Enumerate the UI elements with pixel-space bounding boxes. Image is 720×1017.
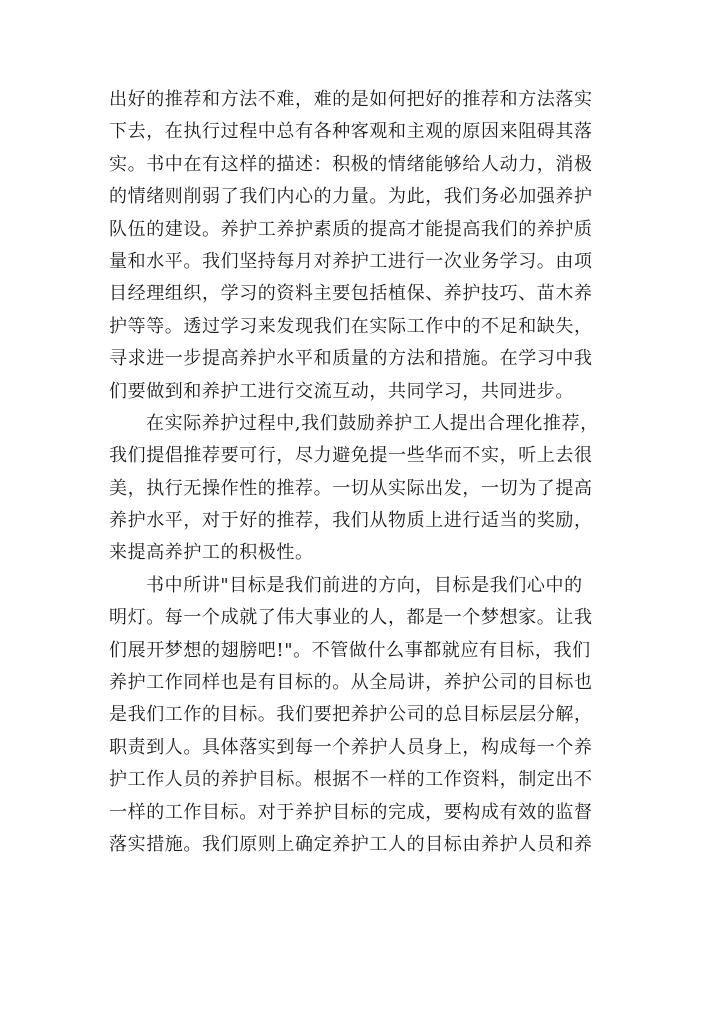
text-line: 实。书中在有这样的描述：积极的情绪能够给人动力，消极 — [109, 153, 593, 175]
text-line: 养护工作同样也是有目标的。从全局讲，养护公司的目标也 — [109, 672, 593, 694]
text-line: 落实措施。我们原则上确定养护工人的目标由养护人员和养 — [109, 833, 593, 855]
paragraph — [109, 84, 621, 408]
text-line: 目经理组织，学习的资料主要包括植保、养护技巧、苗木养 — [109, 283, 593, 305]
text-line: 寻求进一步提高养护水平和质量的方法和措施。在学习中我 — [109, 348, 593, 370]
text-line: 队伍的建设。养护工养护素质的提高才能提高我们的养护质 — [109, 218, 593, 240]
text-line: 出好的推荐和方法不难，难的是如何把好的推荐和方法落实 — [109, 89, 593, 110]
text-line: 护工作人员的养护目标。根据不一样的工作资料，制定出不 — [109, 769, 593, 791]
text-line: 们要做到和养护工进行交流互动，共同学习，共同进步。 — [109, 380, 574, 402]
text-line: 职责到人。具体落实到每一个养护人员身上，构成每一个养 — [109, 736, 593, 758]
text-line: 美，执行无操作性的推荐。一切从实际出发，一切为了提高 — [109, 477, 593, 499]
text-line: 养护水平，对于好的推荐，我们从物质上进行适当的奖励， — [109, 510, 593, 532]
text-line: 书中所讲"目标是我们前进的方向，目标是我们心中的 — [146, 574, 583, 596]
paragraph — [109, 570, 621, 862]
text-line: 量和水平。我们坚持每月对养护工进行一次业务学习。由项 — [109, 250, 593, 272]
text-line: 一样的工作目标。对于养护目标的完成，要构成有效的监督 — [109, 801, 593, 823]
text-line: 明灯。每一个成就了伟大事业的人，都是一个梦想家。让我 — [109, 607, 593, 629]
text-line: 来提高养护工的积极性。 — [109, 542, 314, 564]
paragraph — [109, 408, 621, 570]
text-line: 是我们工作的目标。我们要把养护公司的总目标层层分解， — [109, 704, 593, 726]
text-line: 护等等。透过学习来发现我们在实际工作中的不足和缺失， — [109, 315, 593, 337]
text-line: 下去，在执行过程中总有各种客观和主观的原因来阻碍其落 — [109, 121, 593, 143]
text-line: 们展开梦想的翅膀吧!"。不管做什么事都就应有目标，我们 — [109, 639, 591, 661]
text-line: 在实际养护过程中,我们鼓励养护工人提出合理化推荐， — [146, 412, 599, 434]
text-line: 的情绪则削弱了我们内心的力量。为此，我们务必加强养护 — [109, 186, 593, 208]
text-line: 我们提倡推荐要可行，尽力避免提一些华而不实，听上去很 — [109, 445, 593, 467]
body-text — [109, 84, 621, 861]
